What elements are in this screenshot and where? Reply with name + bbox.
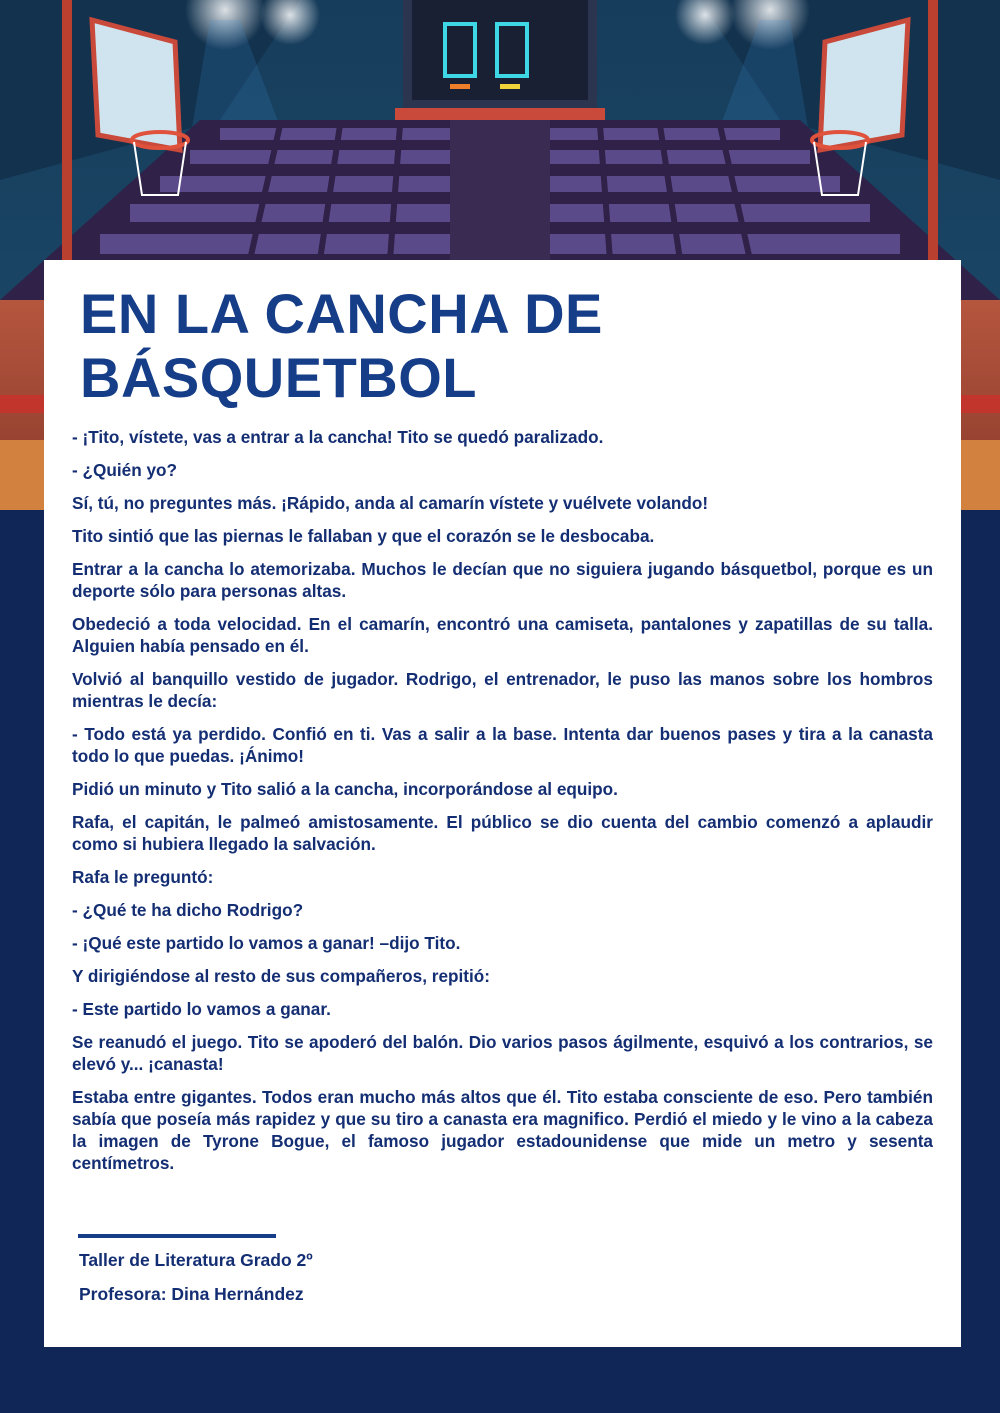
- story-paragraph: Rafa le preguntó:: [72, 867, 214, 887]
- story-paragraph: Rafa, el capitán, le palmeó amistosamente. El público se dio cuenta del cambio comenzó a aplaudir como si hubiera llegado la salvación.: [72, 812, 933, 854]
- story-paragraph: - Este partido lo vamos a ganar.: [72, 999, 331, 1019]
- story-paragraph: Y dirigiéndose al resto de sus compañeros, repitió:: [72, 966, 491, 986]
- teacher-label: Profesora: Dina Hernández: [79, 1284, 304, 1304]
- story-paragraph: - Todo está ya perdido. Confió en ti. Vas a salir a la base. Intenta dar buenos pases y tira a la canasta todo lo que puedas. ¡Ánimo!: [72, 724, 933, 766]
- story-paragraph: - ¿Qué te ha dicho Rodrigo?: [72, 900, 304, 920]
- story-text: [72, 426, 933, 1185]
- title-line-2: BÁSQUETBOL: [80, 346, 477, 409]
- story-paragraph: Pidió un minuto y Tito salió a la cancha, incorporándose al equipo.: [72, 779, 618, 799]
- story-paragraph: Volvió al banquillo vestido de jugador. Rodrigo, el entrenador, le puso las manos sobre los hombros mientras le decía:: [72, 669, 933, 711]
- page-title: [80, 282, 780, 410]
- story-paragraph: - ¡Qué este partido lo vamos a ganar! –dijo Tito.: [72, 933, 461, 953]
- story-paragraph: Obedeció a toda velocidad. En el camarín, encontró una camiseta, pantalones y zapatillas de su talla. Alguien había pensado en él.: [72, 614, 933, 656]
- story-paragraph: Se reanudó el juego. Tito se apoderó del balón. Dio varios pasos ágilmente, esquivó a los contrarios, se elevó y... ¡canasta!: [72, 1032, 933, 1074]
- footer-divider: [78, 1234, 276, 1238]
- footer-credits: [79, 1243, 313, 1311]
- story-paragraph: Tito sintió que las piernas le fallaban y que el corazón se le desbocaba.: [72, 526, 655, 546]
- story-paragraph: Sí, tú, no preguntes más. ¡Rápido, anda al camarín vístete y vuélvete volando!: [72, 493, 709, 513]
- course-label: Taller de Literatura Grado 2º: [79, 1250, 313, 1270]
- scoreboard-icon: [395, 0, 605, 136]
- story-paragraph: - ¿Quién yo?: [72, 460, 178, 480]
- story-paragraph: Estaba entre gigantes. Todos eran mucho más altos que él. Tito estaba consciente de eso. Pero también sabía que poseía más rapidez y que su tiro a canasta era magnifico. Perdió el miedo y le vino a la cabeza la imagen de Tyrone Bogue, el famoso jugador estadounidense que mide un metro y sesenta centímetros.: [72, 1087, 933, 1173]
- content-card: [44, 260, 961, 1347]
- story-paragraph: Entrar a la cancha lo atemorizaba. Muchos le decían que no siguiera jugando básquetbol, porque es un deporte sólo para personas altas.: [72, 559, 933, 601]
- title-line-1: EN LA CANCHA DE: [80, 282, 603, 345]
- story-paragraph: - ¡Tito, vístete, vas a entrar a la cancha! Tito se quedó paralizado.: [72, 427, 604, 447]
